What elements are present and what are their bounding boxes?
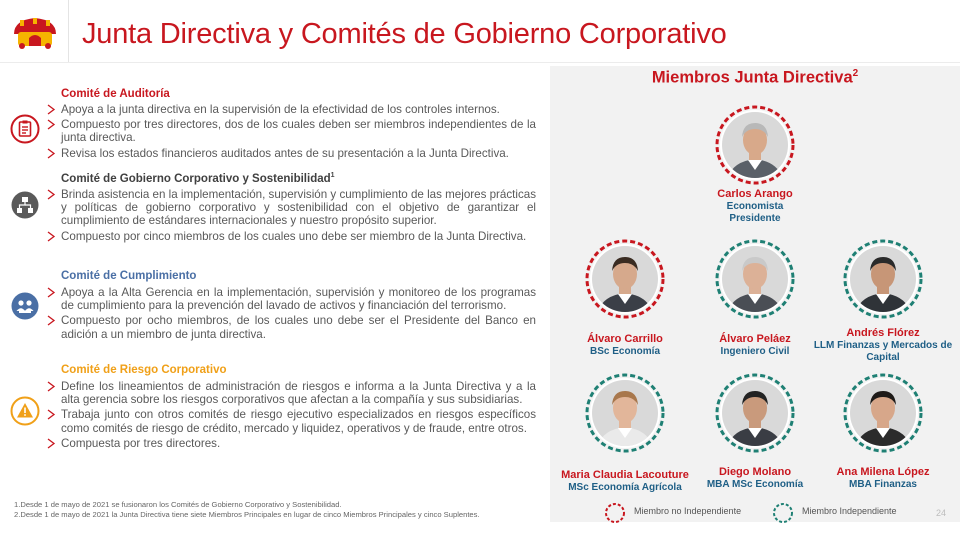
committee-title-text: Comité de Auditoría [61, 88, 170, 100]
member-description: MBA MSc Economía [706, 479, 804, 490]
bullet-text: Trabaja junto con otros comités de riesgo ejecutivo especializados en riesgos específicos como comités de riesgo de crédito, mercado y liquidez, operativos y de fraude, entre otros. [61, 408, 536, 435]
board-member-card [675, 188, 835, 225]
bullet-text: Brinda asistencia en la implementación, supervisión y cumplimiento de las mejores prácticas y políticas de gobierno corporativo y sostenibilidad con el objetivo de garantizar el cumplimiento de estándares internacionales y nuestro propósito superior. [61, 188, 536, 228]
committee-title [61, 172, 335, 185]
footnotes [14, 500, 544, 519]
member-name: Andrés Flórez [846, 327, 920, 339]
bullet-item [46, 314, 536, 340]
footnote-1: 1.Desde 1 de mayo de 2021 se fusionaron los Comités de Gobierno Corporativo y Sostenibilidad. [14, 500, 342, 509]
committee-bullets [46, 286, 536, 343]
footnote-marker: 1 [330, 172, 335, 179]
board-member-card [803, 327, 960, 364]
member-name: Ana Milena López [836, 466, 930, 478]
footnote-marker: 2 [852, 68, 859, 79]
member-description: Ingeniero Civil [720, 346, 790, 357]
member-portrait [714, 238, 796, 320]
chevron-right-icon [46, 189, 56, 200]
bullet-item [46, 118, 536, 144]
member-portrait [842, 372, 924, 454]
bullet-item [46, 103, 536, 116]
bullet-text: Apoya a la Alta Gerencia en la implementación, supervisión y monitoreo de los programas de cumplimiento para la prevención del lavado de activos y financiación del terrorismo. [61, 286, 536, 313]
chevron-right-icon [46, 381, 56, 392]
chevron-right-icon [46, 438, 56, 449]
users-icon [10, 291, 40, 321]
legend-independent: Miembro Independiente [802, 506, 897, 516]
footnote-2: 2.Desde 1 de mayo de 2021 la Junta Directiva tiene siete Miembros Principales en lugar de cinco Miembros Principales y cinco Suplentes. [14, 509, 480, 519]
member-name: Diego Molano [718, 466, 792, 478]
member-name: Maria Claudia Lacouture [561, 469, 689, 481]
member-description: Economista [726, 201, 784, 212]
board-title [550, 68, 960, 88]
bullet-item [46, 188, 536, 228]
board-member-card [803, 466, 960, 491]
committee-title [61, 364, 227, 376]
bullet-item [46, 408, 536, 434]
bullet-item [46, 437, 536, 450]
bullet-item [46, 230, 536, 243]
bullet-text: Compuesto por cinco miembros de los cuales uno debe ser miembro de la Junta Directiva. [61, 229, 527, 243]
committee-title-text: Comité de Riesgo Corporativo [61, 364, 227, 376]
committee-bullets [46, 188, 536, 245]
member-name: Álvaro Carrillo [587, 333, 663, 345]
chevron-right-icon [46, 231, 56, 242]
chevron-right-icon [46, 287, 56, 298]
committee-title-text: Comité de Gobierno Corporativo y Sostenibilidad [61, 172, 331, 185]
committee-title [61, 270, 196, 282]
bullet-item [46, 380, 536, 406]
title-separator [68, 0, 69, 62]
title-rule [0, 62, 960, 63]
member-description: MBA Finanzas [849, 479, 917, 490]
committee-bullets [46, 103, 536, 162]
bullet-item [46, 147, 536, 160]
committee-title-text: Comité de Cumplimiento [61, 270, 197, 282]
member-portrait [584, 238, 666, 320]
committee-title [61, 88, 170, 100]
bullet-text: Apoya a la junta directiva en la supervisión de la efectividad de los controles internos. [61, 103, 500, 116]
member-description: MSc Economía Agrícola [568, 482, 682, 493]
independent-ring-icon [772, 502, 794, 524]
clipboard-icon [10, 114, 40, 144]
member-name: Álvaro Peláez [719, 333, 791, 345]
bullet-text: Compuesta por tres directores. [61, 436, 221, 450]
non-independent-ring-icon [604, 502, 626, 524]
chevron-right-icon [46, 119, 56, 130]
warning-icon [10, 396, 40, 426]
chevron-right-icon [46, 148, 56, 159]
member-portrait [714, 104, 796, 186]
org-chart-icon [10, 190, 40, 220]
bullet-text: Compuesto por tres directores, dos de los cuales deben ser miembros independientes de la junta directiva. [61, 118, 536, 145]
member-description: Presidente [729, 213, 781, 224]
board-title-text: Miembros Junta Directiva [651, 68, 853, 87]
member-description: BSc Economía [589, 346, 661, 357]
bullet-text: Revisa los estados financieros auditados antes de su presentación a la Junta Directiva. [61, 146, 509, 160]
member-description: LLM Finanzas y Mercados de [813, 340, 953, 351]
member-portrait [842, 238, 924, 320]
member-portrait [584, 372, 666, 454]
chevron-right-icon [46, 409, 56, 420]
bank-logo-icon [10, 12, 60, 52]
bullet-text: Compuesto por ocho miembros, de los cuales uno debe ser el Presidente del Banco en adición a un miembro de junta directiva. [61, 314, 536, 341]
member-portrait [714, 372, 796, 454]
legend-non-independent: Miembro no Independiente [634, 506, 742, 516]
page-number: 24 [936, 508, 947, 518]
committee-bullets [46, 380, 536, 452]
chevron-right-icon [46, 315, 56, 326]
chevron-right-icon [46, 104, 56, 115]
bullet-item [46, 286, 536, 312]
member-description: Capital [866, 352, 900, 363]
bullet-text: Define los lineamientos de administración de riesgos e informa a la Junta Directiva y a la alta gerencia sobre los riesgos corporativos que afectan a la compañía y sus subsidiarias. [61, 380, 536, 407]
member-name: Carlos Arango [717, 188, 793, 200]
page-title: Junta Directiva y Comités de Gobierno Corporativo [82, 18, 727, 50]
